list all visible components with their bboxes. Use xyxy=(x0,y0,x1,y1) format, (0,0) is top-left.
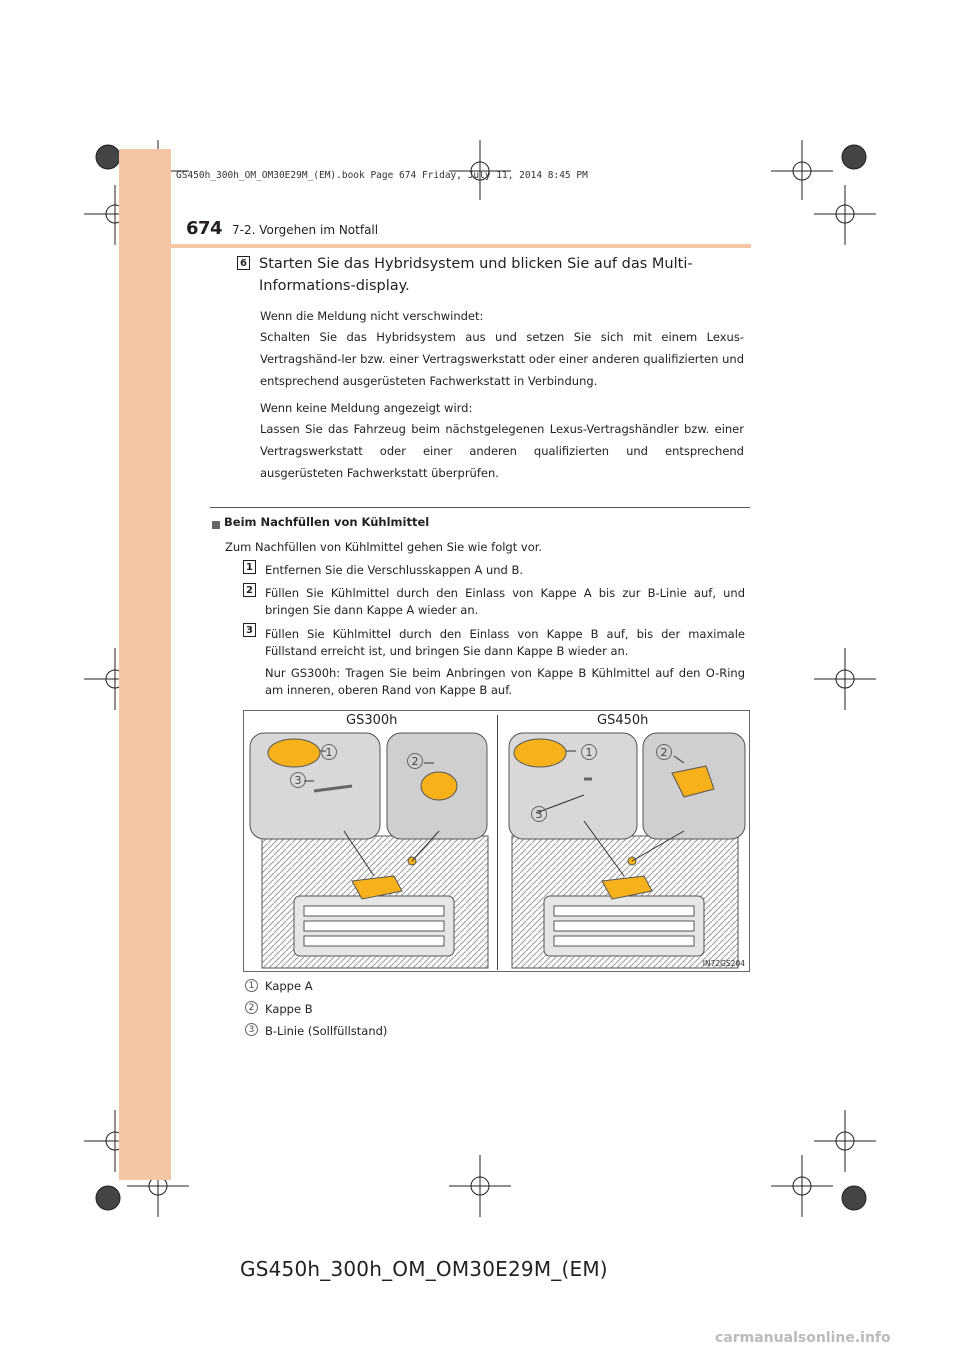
legend-text-2: Kappe B xyxy=(265,1002,313,1016)
footer-model: GS450h_300h_OM_OM30E29M_(EM) xyxy=(240,1257,608,1281)
section-title: 7-2. Vorgehen im Notfall xyxy=(232,223,379,237)
page-number: 674 xyxy=(186,218,223,239)
figure-label-gs450h: GS450h xyxy=(597,713,649,728)
engine-bay-illustration xyxy=(244,711,750,972)
coolant-intro: Zum Nachfüllen von Kühlmittel gehen Sie wie folgt vor. xyxy=(225,540,543,554)
file-info: GS450h_300h_OM_OM30E29M_(EM).book Page 674 Friday, July 11, 2014 8:45 PM xyxy=(176,170,588,181)
heading-square-icon xyxy=(212,521,220,529)
step6-text: Starten Sie das Hybridsystem und blicken Sie auf das Multi-Informations-display. xyxy=(259,256,693,294)
figure-label-gs300h: GS300h xyxy=(346,713,398,728)
case2-title: Wenn keine Meldung angezeigt wird: xyxy=(260,401,473,415)
callout-2-left: 2 xyxy=(407,753,423,769)
step-badge-6: 6 xyxy=(237,256,250,270)
figure-code: IN72GS204 xyxy=(702,959,745,968)
step2-text: Füllen Sie Kühlmittel durch den Einlass von Kappe A bis zur B-Linie auf, und bringen Sie dann Kappe A wieder an. xyxy=(265,586,745,617)
legend-text-1: Kappe A xyxy=(265,979,313,993)
step-badge-2: 2 xyxy=(243,583,256,597)
coolant-heading: Beim Nachfüllen von Kühlmittel xyxy=(224,515,430,529)
section-rule xyxy=(210,507,750,508)
callout-3-right: 3 xyxy=(531,806,547,822)
gs450h-engine-bay xyxy=(509,733,745,968)
step-badge-3: 3 xyxy=(243,623,256,637)
callout-1-left: 1 xyxy=(321,744,337,760)
legend-text-3: B-Linie (Sollfüllstand) xyxy=(265,1024,388,1038)
callout-3-left: 3 xyxy=(290,772,306,788)
step-badge-1: 1 xyxy=(243,560,256,574)
step3-text: Füllen Sie Kühlmittel durch den Einlass von Kappe B auf, bis der maximale Füllstand erreicht ist, und bringen Sie dann Kappe B wieder an. xyxy=(265,627,745,658)
step1-text: Entfernen Sie die Verschlusskappen A und B. xyxy=(265,563,524,577)
case2-text: Lassen Sie das Fahrzeug beim nächstgelegenen Lexus-Vertragshändler bzw. einer Vertragswerkstatt oder einer anderen qualifizierten und entsprechend ausgerüsteten Fachwerkstatt überprüfen. xyxy=(260,422,744,480)
callout-2-right: 2 xyxy=(656,744,672,760)
legend-num-1: 1 xyxy=(245,979,258,992)
gs300h-engine-bay xyxy=(250,733,488,968)
margin-band xyxy=(119,149,171,1180)
gs300h-note: Nur GS300h: Tragen Sie beim Anbringen von Kappe B Kühlmittel auf den O-Ring am inneren, oberen Rand von Kappe B auf. xyxy=(265,666,745,697)
header-line xyxy=(119,244,751,248)
legend-num-2: 2 xyxy=(245,1001,258,1014)
watermark: carmanualsonline.info xyxy=(715,1330,891,1346)
engine-bay-figure xyxy=(243,710,750,972)
legend-num-3: 3 xyxy=(245,1023,258,1036)
case1-text: Schalten Sie das Hybridsystem aus und setzen Sie sich mit einem Lexus-Vertragshänd-ler bzw. einer Vertragswerkstatt oder einer anderen qualifizierten und entsprechend ausgerüsteten Fachwerkstatt in Verbindung. xyxy=(260,330,744,388)
case1-title: Wenn die Meldung nicht verschwindet: xyxy=(260,309,484,323)
callout-1-right: 1 xyxy=(581,744,597,760)
